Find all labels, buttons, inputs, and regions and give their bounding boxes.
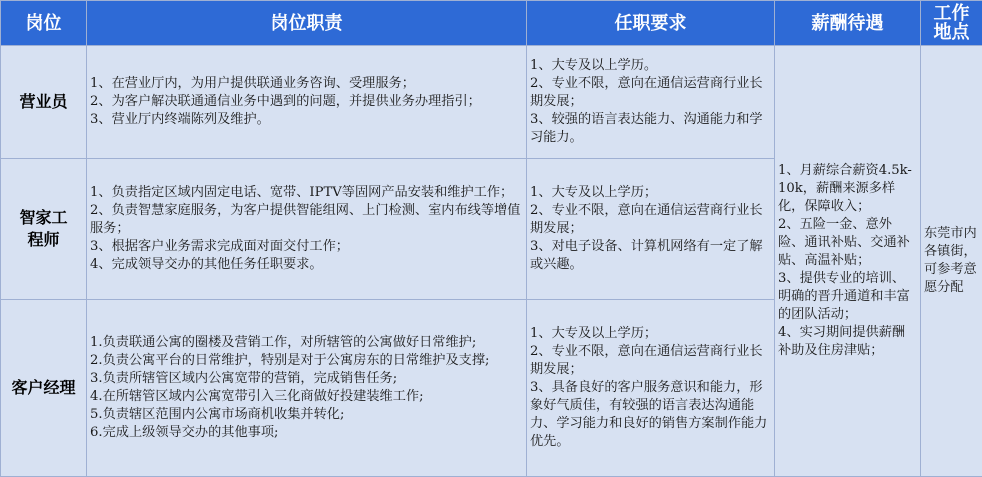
header-row — [1, 1, 982, 46]
duty-line: 6.完成上级领导交办的其他事项; — [90, 424, 523, 442]
duty-line: 1、负责指定区域内固定电话、宽带、IPTV等固网产品安装和维护工作； — [90, 184, 523, 202]
duties-cell — [87, 46, 527, 159]
duty-line: 3.负责所辖管区域内公寓宽带的营销，完成销售任务; — [90, 370, 523, 388]
requirement-line: 2、专业不限，意向在通信运营商行业长期发展； — [530, 202, 771, 238]
duty-line: 4、完成领导交办的其他任务任职要求。 — [90, 256, 523, 274]
salary-cell — [775, 46, 921, 477]
header-requirements: 任职要求 — [527, 1, 775, 46]
requirement-line: 1、大专及以上学历； — [530, 184, 771, 202]
requirement-line: 3、对电子设备、计算机网络有一定了解或兴趣。 — [530, 238, 771, 274]
duty-line: 1.负责联通公寓的圈楼及营销工作，对所辖管的公寓做好日常维护; — [90, 334, 523, 352]
header-salary: 薪酬待遇 — [775, 1, 921, 46]
requirements-cell — [527, 46, 775, 159]
duty-line: 4.在所辖管区域内公寓宽带引入三化商做好投建装维工作; — [90, 388, 523, 406]
location-cell — [921, 46, 982, 477]
duty-line: 2.负责公寓平台的日常维护，特别是对于公寓房东的日常维护及支撑; — [90, 352, 523, 370]
header-duties: 岗位职责 — [87, 1, 527, 46]
requirement-line: 2、专业不限，意向在通信运营商行业长期发展； — [530, 75, 771, 111]
duties-cell — [87, 159, 527, 300]
duty-line: 3、根据客户业务需求完成面对面交付工作； — [90, 238, 523, 256]
duty-line: 2、为客户解决联通通信业务中遇到的问题，并提供业务办理指引； — [90, 93, 523, 111]
salary-line: 1、月薪综合薪资4.5k-10k，薪酬来源多样化，保障收入； — [778, 162, 917, 216]
table-row — [1, 46, 982, 159]
requirement-line: 1、大专及以上学历； — [530, 325, 771, 343]
position-cell: 营业员 — [1, 46, 87, 159]
position-cell: 客户经理 — [1, 300, 87, 477]
requirement-line: 3、具备良好的客户服务意识和能力，形象好气质佳，有较强的语言表达沟通能力、学习能力和良好的销售方案制作能力优先。 — [530, 379, 771, 451]
header-position: 岗位 — [1, 1, 87, 46]
duty-line: 5.负责辖区范围内公寓市场商机收集并转化; — [90, 406, 523, 424]
salary-line: 2、五险一金、意外险、通讯补贴、交通补贴、高温补贴； — [778, 216, 917, 270]
position-cell — [1, 159, 87, 300]
requirement-line: 3、较强的语言表达能力、沟通能力和学习能力。 — [530, 111, 771, 147]
requirements-cell — [527, 159, 775, 300]
position-text: 智家工程师 — [20, 207, 68, 251]
header-location: 工作地点 — [921, 1, 982, 46]
requirements-cell — [527, 300, 775, 477]
requirement-line: 2、专业不限，意向在通信运营商行业长期发展； — [530, 343, 771, 379]
duty-line: 1、在营业厅内，为用户提供联通业务咨询、受理服务； — [90, 75, 523, 93]
duties-cell — [87, 300, 527, 477]
duty-line: 2、负责智慧家庭服务，为客户提供智能组网、上门检测、室内布线等增值服务； — [90, 202, 523, 238]
salary-line: 3、提供专业的培训、明确的晋升通道和丰富的团队活动； — [778, 270, 917, 324]
requirement-line: 1、大专及以上学历。 — [530, 57, 771, 75]
salary-line: 4、实习期间提供薪酬补助及住房津贴； — [778, 324, 917, 360]
duty-line: 3、营业厅内终端陈列及维护。 — [90, 111, 523, 129]
location-text: 东莞市内各镇街，可参考意愿分配 — [924, 225, 979, 297]
